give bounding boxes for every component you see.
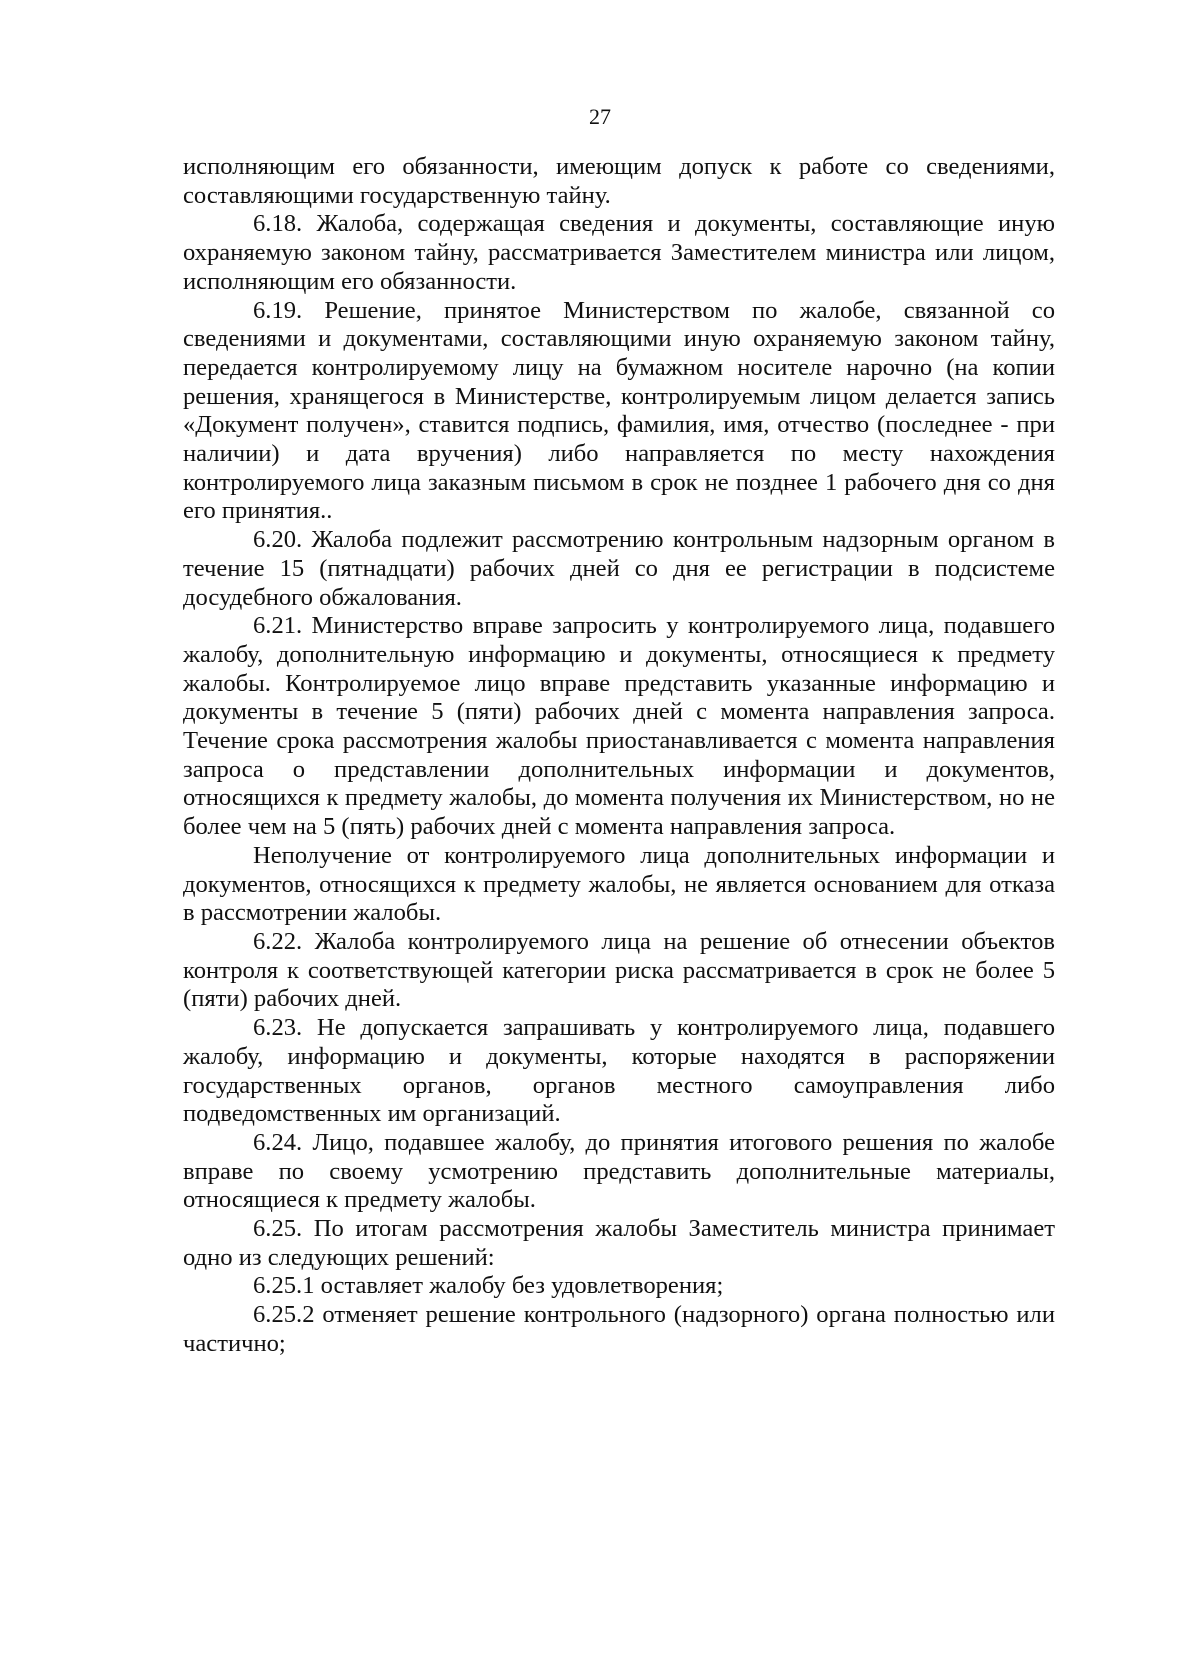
paragraph-6-21: 6.21. Министерство вправе запросить у контролируемого лица, подавшего жалобу, дополнительную информацию и документы, относящиеся к предмету жалобы. Контролируемое лицо вправе представить указанные информацию и документы в течение 5 (пяти) рабочих дней с момента направления запроса. Течение срока рассмотрения жалобы приостанавливается с момента направления запроса о представлении дополнительных информации и документов, относящихся к предмету жалобы, до момента получения их Министерством, но не более чем на 5 (пять) рабочих дней с момента направления запроса. <box>183 612 1055 841</box>
paragraph-6-18: 6.18. Жалоба, содержащая сведения и документы, составляющие иную охраняемую законом тайну, рассматривается Заместителем министра или лицом, исполняющим его обязанности. <box>183 210 1055 295</box>
paragraph-6-24: 6.24. Лицо, подавшее жалобу, до принятия итогового решения по жалобе вправе по своему усмотрению представить дополнительные материалы, относящиеся к предмету жалобы. <box>183 1128 1055 1214</box>
document-body <box>183 153 1055 1359</box>
paragraph-6-23: 6.23. Не допускается запрашивать у контролируемого лица, подавшего жалобу, информацию и документы, которые находятся в распоряжении государственных органов, органов местного самоуправления либо подведомственных им организаций. <box>183 1014 1055 1128</box>
page-number: 27 <box>589 104 611 129</box>
paragraph-6-20: 6.20. Жалоба подлежит рассмотрению контрольным надзорным органом в течение 15 (пятнадцати) рабочих дней со дня ее регистрации в подсистеме досудебного обжалования. <box>183 526 1055 611</box>
paragraph-6-21-note: Неполучение от контролируемого лица дополнительных информации и документов, относящихся к предмету жалобы, не является основанием для отказа в рассмотрении жалобы. <box>183 841 1055 927</box>
paragraph-continuation: исполняющим его обязанности, имеющим допуск к работе со сведениями, составляющими государственную тайну. <box>183 153 1055 209</box>
paragraph-6-19: 6.19. Решение, принятое Министерством по жалобе, связанной со сведениями и документами, составляющими иную охраняемую законом тайну, передается контролируемому лицу на бумажном носителе нарочно (на копии решения, хранящегося в Министерстве, контролируемым лицом делается запись «Документ получен», ставится подпись, фамилия, имя, отчество (последнее - при наличии) и дата вручения) либо направляется по месту нахождения контролируемого лица заказным письмом в срок не позднее 1 рабочего дня со дня его принятия.. <box>183 296 1055 525</box>
paragraph-6-25-1: 6.25.1 оставляет жалобу без удовлетворения; <box>253 1272 724 1300</box>
paragraph-6-25: 6.25. По итогам рассмотрения жалобы Заместитель министра принимает одно из следующих решений: <box>183 1215 1055 1271</box>
paragraph-6-25-2: 6.25.2 отменяет решение контрольного (надзорного) органа полностью или частично; <box>183 1301 1055 1357</box>
paragraph-6-22: 6.22. Жалоба контролируемого лица на решение об отнесении объектов контроля к соответствующей категории риска рассматривается в срок не более 5 (пяти) рабочих дней. <box>183 927 1055 1013</box>
